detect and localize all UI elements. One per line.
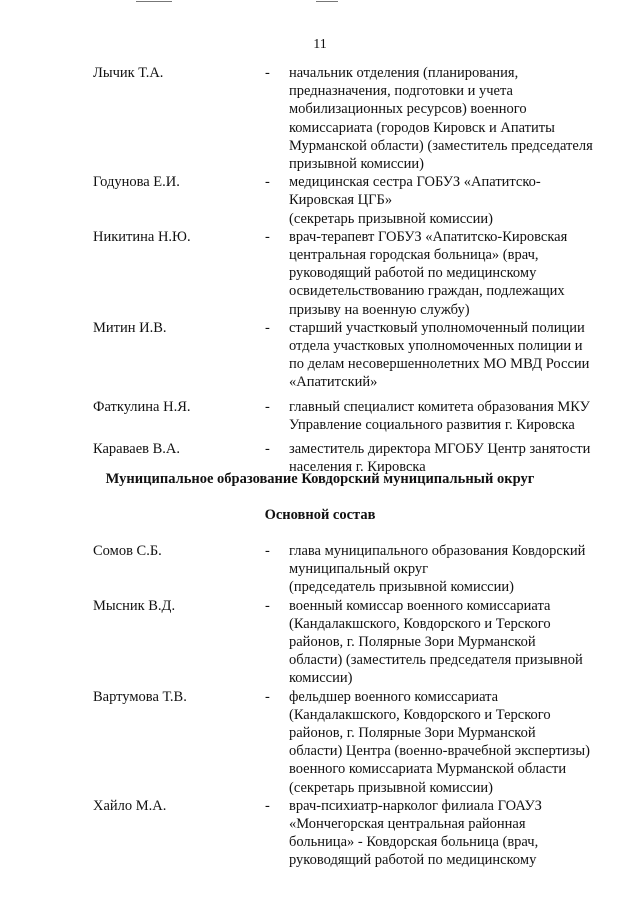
role-line: Управление социального развития г. Кировска xyxy=(289,416,575,433)
role-line: призывной комиссии) xyxy=(289,156,424,173)
role-line: Мурманской области) (заместитель председателя xyxy=(289,137,593,154)
member-name: Митин И.В. xyxy=(93,319,167,336)
member-dash: - xyxy=(265,597,270,614)
role-line: (председатель призывной комиссии) xyxy=(289,579,514,596)
role-line: комиссариата (городов Кировск и Апатиты xyxy=(289,119,555,136)
member-name: Никитина Н.Ю. xyxy=(93,228,191,245)
role-line: районов, г. Полярные Зори Мурманской xyxy=(289,725,536,742)
role-line: «Мончегорская центральная районная xyxy=(289,816,526,833)
member-dash: - xyxy=(265,398,270,415)
section-title: Муниципальное образование Ковдорский муниципальный округ xyxy=(105,471,535,487)
role-line: медицинская сестра ГОБУЗ «Апатитско- xyxy=(289,174,541,191)
member-name: Сомов С.Б. xyxy=(93,543,162,559)
role-line: области) (заместитель председателя призывной xyxy=(289,652,583,669)
role-line: главный специалист комитета образования МКУ xyxy=(289,398,590,415)
member-entry xyxy=(93,542,613,597)
role-line: врач-терапевт ГОБУЗ «Апатитско-Кировская xyxy=(289,228,568,245)
member-entry xyxy=(93,688,613,797)
member-role xyxy=(289,797,615,870)
members-list-bottom xyxy=(93,542,613,870)
member-dash: - xyxy=(265,65,270,81)
member-dash: - xyxy=(265,441,270,458)
role-line: муниципальный округ xyxy=(289,561,429,578)
member-dash: - xyxy=(265,797,270,814)
member-name: Фаткулина Н.Я. xyxy=(93,398,191,415)
role-line: старший участковый уполномоченный полиции xyxy=(289,319,585,336)
member-name: Мысник В.Д. xyxy=(93,597,176,614)
member-dash: - xyxy=(265,228,270,245)
role-line: заместитель директора МГОБУ Центр занятости xyxy=(289,441,591,458)
role-line: «Апатитский» xyxy=(289,374,378,391)
member-name: Вартумова Т.В. xyxy=(93,688,187,705)
role-line: (Кандалакшского, Ковдорского и Терского xyxy=(289,706,551,723)
role-line: (секретарь призывной комиссии) xyxy=(289,779,493,796)
member-name: Хайло М.А. xyxy=(93,797,167,814)
members-list-top xyxy=(93,64,613,476)
member-dash: - xyxy=(265,319,270,336)
role-line: руководящий работой по медицинскому xyxy=(289,852,537,869)
member-role xyxy=(289,597,615,688)
role-line: призыву на военную службу) xyxy=(289,301,470,318)
role-line: населения г. Кировска xyxy=(289,459,426,476)
member-entry xyxy=(93,228,613,319)
role-line: (секретарь призывной комиссии) xyxy=(289,210,493,227)
role-line: центральная городская больница» (врач, xyxy=(289,247,539,264)
role-line: по делам несовершеннолетних МО МВД России xyxy=(289,356,590,373)
member-dash: - xyxy=(265,174,270,191)
member-name: Лычик Т.А. xyxy=(93,65,164,81)
member-entry xyxy=(93,173,613,228)
member-dash: - xyxy=(265,543,270,559)
member-role xyxy=(289,398,615,434)
member-entry xyxy=(93,797,613,870)
role-line: комиссии) xyxy=(289,670,353,687)
role-line: военного комиссариата Мурманской области xyxy=(289,761,567,778)
member-role xyxy=(289,228,615,319)
role-line: предназначения, подготовки и учета xyxy=(289,83,513,100)
role-line: (Кандалакшского, Ковдорского и Терского xyxy=(289,615,551,632)
member-name: Караваев В.А. xyxy=(93,441,180,458)
member-entry xyxy=(93,398,613,434)
role-line: фельдшер военного комиссариата xyxy=(289,688,499,705)
role-line: врач-психиатр-нарколог филиала ГОАУЗ xyxy=(289,797,542,814)
member-role xyxy=(289,319,615,392)
role-line: освидетельствованию граждан, подлежащих xyxy=(289,283,565,300)
role-line: Кировская ЦГБ» xyxy=(289,192,393,209)
role-line: начальник отделения (планирования, xyxy=(289,65,519,81)
member-entry xyxy=(93,319,613,392)
member-dash: - xyxy=(265,688,270,705)
member-entry xyxy=(93,597,613,688)
role-line: области) Центра (военно-врачебной экспертизы) xyxy=(289,743,590,760)
member-entry xyxy=(93,64,613,173)
role-line: районов, г. Полярные Зори Мурманской xyxy=(289,634,536,651)
subsection-title: Основной состав xyxy=(264,507,376,523)
role-line: мобилизационных ресурсов) военного xyxy=(289,101,527,118)
member-role xyxy=(289,64,615,173)
member-role xyxy=(289,542,615,597)
role-line: глава муниципального образования Ковдорский xyxy=(289,543,586,559)
member-role xyxy=(289,173,615,228)
role-line: больница» - Ковдорская больница (врач, xyxy=(289,834,539,851)
page-number: 11 xyxy=(313,37,327,52)
role-line: руководящий работой по медицинскому xyxy=(289,265,537,282)
role-line: военный комиссар военного комиссариата xyxy=(289,597,551,614)
role-line: отдела участковых уполномоченных полиции и xyxy=(289,338,583,355)
top-edge-marks xyxy=(0,0,640,4)
member-name: Годунова Е.И. xyxy=(93,174,180,191)
member-role xyxy=(289,688,615,797)
